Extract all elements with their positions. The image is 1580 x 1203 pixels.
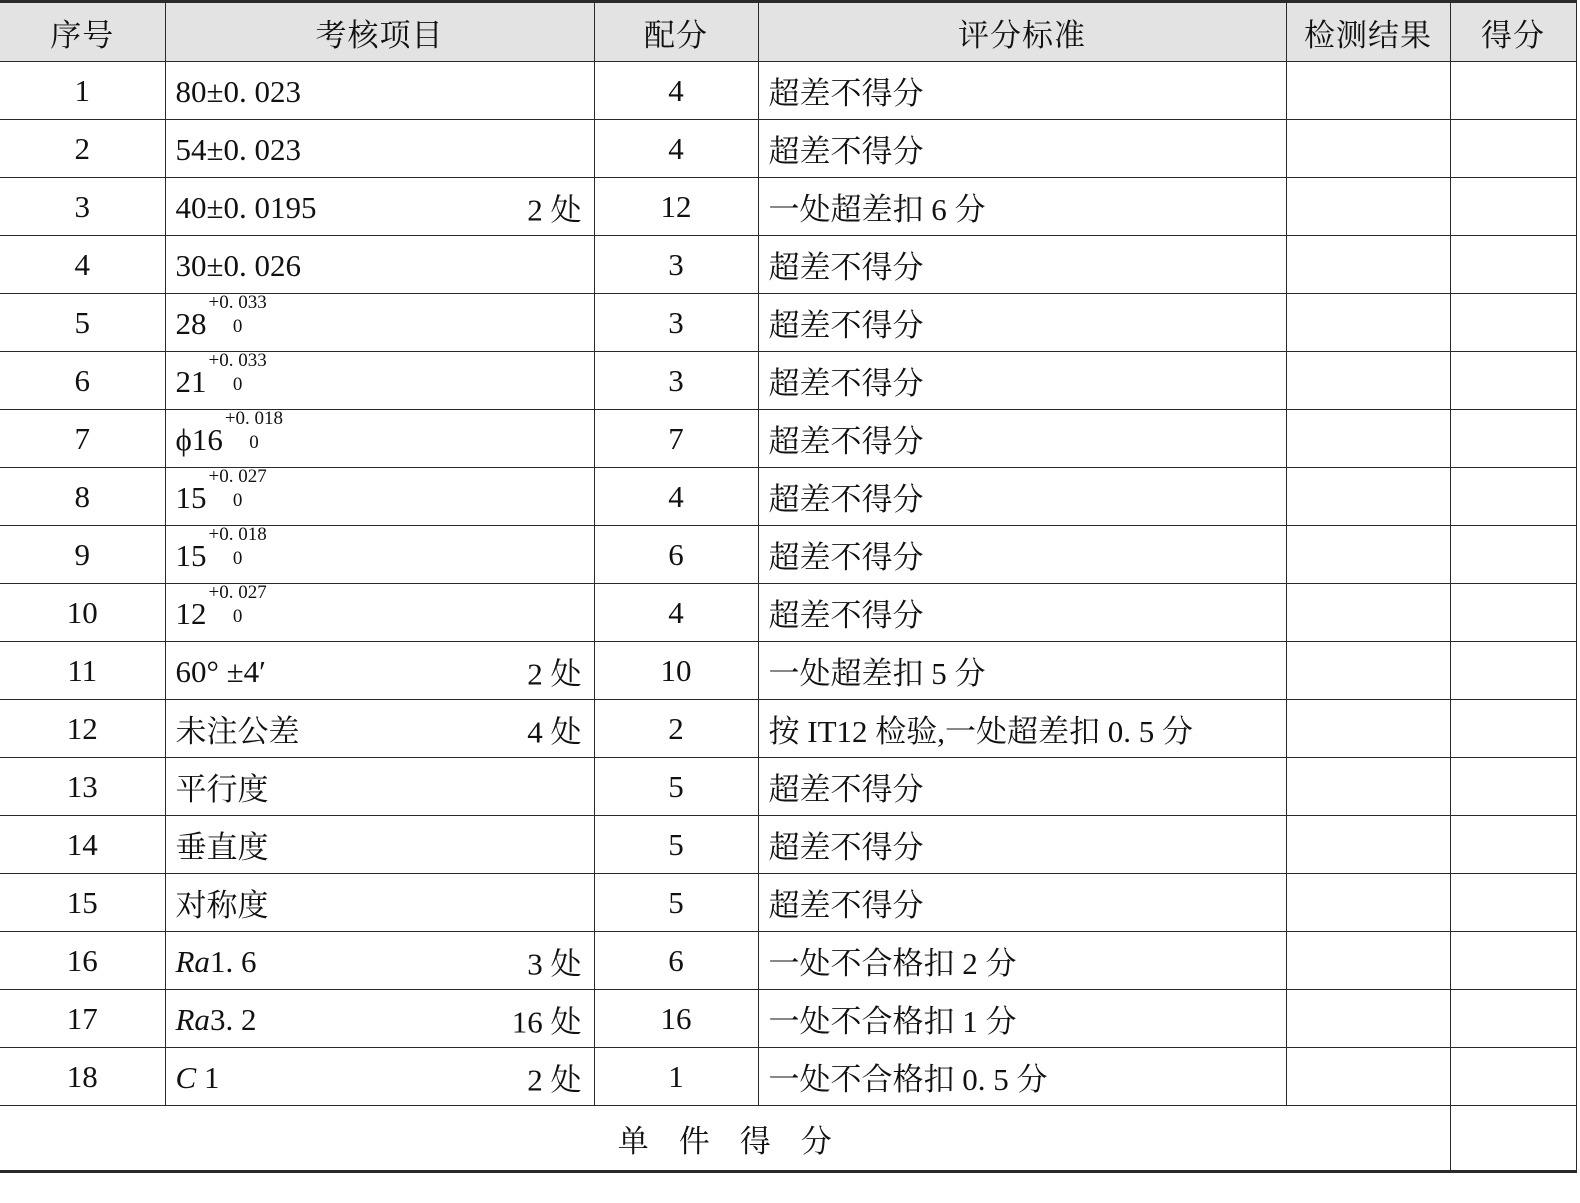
item-value: 28: [175, 305, 207, 341]
tolerance-upper: +0. 018: [224, 409, 284, 429]
tolerance-upper: +0. 027: [208, 583, 267, 603]
row-score: [1450, 584, 1576, 642]
row-score: [1450, 468, 1576, 526]
item-value: 平行度: [175, 772, 269, 807]
row-result: [1286, 700, 1450, 758]
item-symbol: Ra: [175, 1001, 210, 1037]
table-row: [0, 236, 1576, 294]
row-points: 7: [594, 410, 758, 468]
row-points: 4: [594, 120, 758, 178]
row-criteria: 超差不得分: [758, 468, 1286, 526]
table-row: [0, 294, 1576, 352]
header-points: 配分: [594, 2, 758, 62]
item-value: 1. 6: [209, 943, 257, 979]
tolerance: [208, 351, 267, 395]
table-row: [0, 62, 1576, 120]
row-item: [165, 700, 594, 758]
row-result: [1286, 236, 1450, 294]
row-result: [1286, 758, 1450, 816]
table-row: [0, 178, 1576, 236]
row-criteria: 按 IT12 检验,一处超差扣 0. 5 分: [758, 700, 1286, 758]
item-value: 3. 2: [209, 1001, 257, 1037]
row-points: 5: [594, 758, 758, 816]
row-score: [1450, 236, 1576, 294]
tolerance-upper: +0. 033: [208, 351, 267, 371]
row-index: 5: [0, 294, 165, 352]
row-criteria: 超差不得分: [758, 584, 1286, 642]
row-criteria: 超差不得分: [758, 874, 1286, 932]
row-result: [1286, 410, 1450, 468]
total-score-cell: [1450, 1106, 1576, 1172]
row-item: [165, 642, 594, 700]
row-points: 4: [594, 62, 758, 120]
row-index: 4: [0, 236, 165, 294]
table-row: [0, 932, 1576, 990]
item-value: 对称度: [175, 888, 269, 923]
tolerance: [208, 467, 267, 511]
item-value: 垂直度: [175, 830, 269, 865]
row-index: 9: [0, 526, 165, 584]
row-item: [165, 816, 594, 874]
row-score: [1450, 816, 1576, 874]
item-value: 80±0. 023: [175, 73, 302, 109]
row-index: 3: [0, 178, 165, 236]
row-criteria: 超差不得分: [758, 758, 1286, 816]
row-score: [1450, 642, 1576, 700]
item-count: 2 处: [527, 192, 582, 227]
item-count: 2 处: [527, 1062, 582, 1097]
row-item: [165, 1048, 594, 1106]
row-item: [165, 758, 594, 816]
row-item: [165, 874, 594, 932]
item-count: 3 处: [527, 946, 582, 981]
row-result: [1286, 62, 1450, 120]
row-points: 10: [594, 642, 758, 700]
tolerance: [224, 409, 284, 453]
row-index: 13: [0, 758, 165, 816]
row-points: 3: [594, 236, 758, 294]
tolerance-lower: 0: [232, 547, 243, 569]
tolerance-upper: +0. 033: [208, 293, 267, 313]
row-item: [165, 352, 594, 410]
row-item: [165, 526, 594, 584]
row-points: 3: [594, 352, 758, 410]
table-row: [0, 642, 1576, 700]
row-result: [1286, 816, 1450, 874]
row-score: [1450, 874, 1576, 932]
row-item: [165, 236, 594, 294]
item-value: 21: [175, 363, 207, 399]
header-index: 序号: [0, 2, 165, 62]
table-row: [0, 410, 1576, 468]
row-index: 10: [0, 584, 165, 642]
header-criteria: 评分标准: [758, 2, 1286, 62]
row-index: 15: [0, 874, 165, 932]
row-score: [1450, 758, 1576, 816]
tolerance-lower: 0: [232, 489, 243, 511]
item-value: 40±0. 0195: [175, 189, 317, 225]
item-value: 30±0. 026: [175, 247, 302, 283]
row-criteria: 一处不合格扣 2 分: [758, 932, 1286, 990]
row-item: [165, 584, 594, 642]
table-body: [0, 62, 1576, 1106]
row-index: 2: [0, 120, 165, 178]
header-row: [0, 2, 1576, 62]
row-index: 18: [0, 1048, 165, 1106]
row-score: [1450, 352, 1576, 410]
row-criteria: 一处超差扣 5 分: [758, 642, 1286, 700]
item-value: 15: [175, 537, 207, 573]
row-result: [1286, 642, 1450, 700]
row-points: 4: [594, 584, 758, 642]
table-row: [0, 1048, 1576, 1106]
row-item: [165, 932, 594, 990]
row-result: [1286, 468, 1450, 526]
row-score: [1450, 62, 1576, 120]
row-criteria: 一处不合格扣 0. 5 分: [758, 1048, 1286, 1106]
row-score: [1450, 990, 1576, 1048]
row-points: 3: [594, 294, 758, 352]
tolerance: [208, 293, 267, 337]
row-result: [1286, 1048, 1450, 1106]
row-criteria: 超差不得分: [758, 236, 1286, 294]
row-item: [165, 410, 594, 468]
row-result: [1286, 526, 1450, 584]
row-index: 11: [0, 642, 165, 700]
row-criteria: 超差不得分: [758, 62, 1286, 120]
header-score: 得分: [1450, 2, 1576, 62]
row-score: [1450, 120, 1576, 178]
table-row: [0, 874, 1576, 932]
table-row: [0, 816, 1576, 874]
row-item: [165, 120, 594, 178]
row-index: 12: [0, 700, 165, 758]
tolerance-lower: 0: [232, 315, 243, 337]
row-points: 6: [594, 526, 758, 584]
row-points: 16: [594, 990, 758, 1048]
row-index: 7: [0, 410, 165, 468]
row-points: 2: [594, 700, 758, 758]
tolerance-upper: +0. 027: [208, 467, 267, 487]
row-index: 14: [0, 816, 165, 874]
row-score: [1450, 294, 1576, 352]
item-count: 16 处: [511, 1004, 582, 1039]
item-count: 4 处: [527, 714, 582, 749]
table-row: [0, 700, 1576, 758]
row-score: [1450, 178, 1576, 236]
table-row: [0, 468, 1576, 526]
item-symbol: Ra: [175, 943, 210, 979]
row-score: [1450, 1048, 1576, 1106]
row-item: [165, 178, 594, 236]
row-index: 16: [0, 932, 165, 990]
total-label: 单件得分: [0, 1106, 1450, 1172]
row-score: [1450, 410, 1576, 468]
item-value: 1: [196, 1059, 220, 1095]
row-item: [165, 62, 594, 120]
row-criteria: 超差不得分: [758, 410, 1286, 468]
tolerance-lower: 0: [232, 373, 243, 395]
table-row: [0, 120, 1576, 178]
tolerance-lower: 0: [232, 605, 243, 627]
row-points: 4: [594, 468, 758, 526]
row-result: [1286, 294, 1450, 352]
row-score: [1450, 526, 1576, 584]
row-criteria: 超差不得分: [758, 526, 1286, 584]
item-count: 2 处: [527, 656, 582, 691]
row-points: 5: [594, 874, 758, 932]
item-value: 未注公差: [175, 714, 300, 749]
table-row: [0, 584, 1576, 642]
tolerance: [208, 583, 267, 627]
row-points: 1: [594, 1048, 758, 1106]
item-symbol: C: [175, 1059, 197, 1095]
header-item: 考核项目: [165, 2, 594, 62]
item-value: 54±0. 023: [175, 131, 302, 167]
total-row: [0, 1106, 1576, 1172]
row-result: [1286, 352, 1450, 410]
row-index: 6: [0, 352, 165, 410]
tolerance: [208, 525, 267, 569]
row-result: [1286, 120, 1450, 178]
table-row: [0, 352, 1576, 410]
row-criteria: 超差不得分: [758, 352, 1286, 410]
header-result: 检测结果: [1286, 2, 1450, 62]
table-row: [0, 990, 1576, 1048]
row-index: 17: [0, 990, 165, 1048]
row-index: 1: [0, 62, 165, 120]
row-points: 5: [594, 816, 758, 874]
row-result: [1286, 874, 1450, 932]
row-result: [1286, 932, 1450, 990]
table-row: [0, 526, 1576, 584]
row-result: [1286, 990, 1450, 1048]
row-result: [1286, 178, 1450, 236]
tolerance-lower: 0: [249, 431, 259, 453]
item-value: 12: [175, 595, 207, 631]
row-item: [165, 294, 594, 352]
row-item: [165, 468, 594, 526]
row-criteria: 超差不得分: [758, 816, 1286, 874]
row-points: 12: [594, 178, 758, 236]
item-value: 60° ±4′: [175, 653, 266, 689]
table-row: [0, 758, 1576, 816]
row-points: 6: [594, 932, 758, 990]
tolerance-upper: +0. 018: [208, 525, 267, 545]
item-value: 15: [175, 479, 207, 515]
row-criteria: 超差不得分: [758, 120, 1286, 178]
row-criteria: 超差不得分: [758, 294, 1286, 352]
row-criteria: 一处不合格扣 1 分: [758, 990, 1286, 1048]
row-criteria: 一处超差扣 6 分: [758, 178, 1286, 236]
item-value: ϕ16: [175, 421, 223, 457]
row-index: 8: [0, 468, 165, 526]
row-score: [1450, 700, 1576, 758]
row-item: [165, 990, 594, 1048]
row-result: [1286, 584, 1450, 642]
row-score: [1450, 932, 1576, 990]
